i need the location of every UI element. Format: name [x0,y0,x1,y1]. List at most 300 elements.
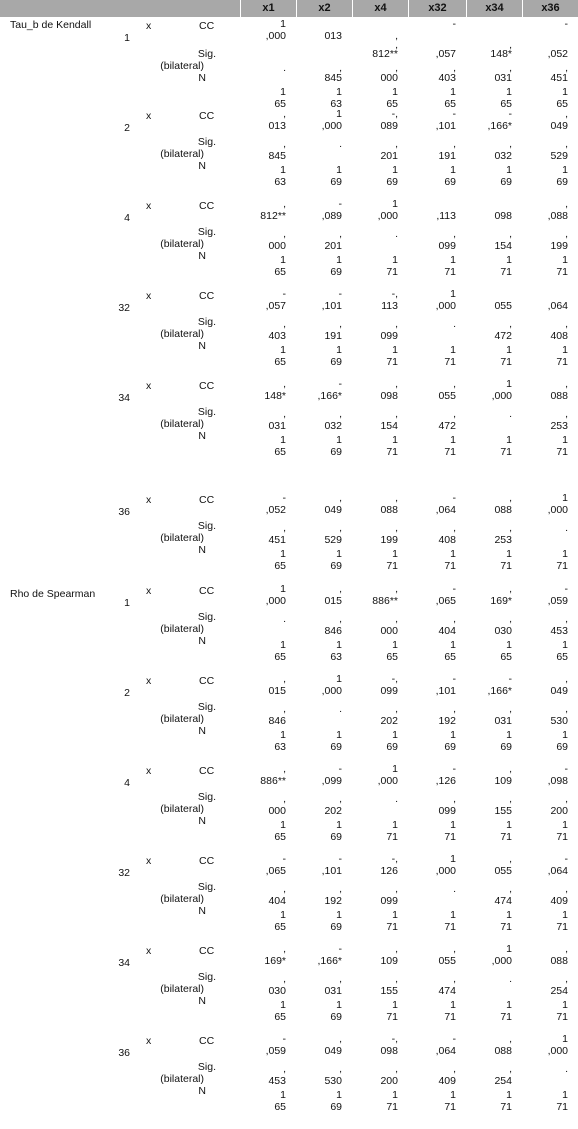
table-cell: , [339,793,342,805]
table-cell: 71 [500,266,512,278]
table-cell: 69 [330,560,342,572]
table-cell: 529 [324,534,342,546]
table-cell: , [453,62,456,74]
row-variable-label: 36 [118,1047,130,1059]
table-cell: 71 [556,831,568,843]
table-cell: , [565,703,568,715]
table-cell: 71 [500,560,512,572]
table-cell: 1 [336,108,342,120]
table-cell: , [395,30,398,42]
bilateral-label: (bilateral) [160,713,204,725]
table-cell: . [283,613,286,625]
table-cell: ,098 [547,775,568,787]
table-cell: 69 [444,741,456,753]
n-label: N [198,340,206,352]
table-cell: , [339,62,342,74]
table-cell: 099 [380,330,398,342]
table-cell: 1 [392,909,398,921]
table-cell: ,101 [435,685,456,697]
table-cell: - [338,943,342,955]
table-cell: 031 [494,715,512,727]
cc-label: CC [199,494,215,506]
table-cell: - [564,18,568,30]
variable-x-label: x [146,1035,152,1047]
table-cell: 69 [330,176,342,188]
table-cell: 886** [372,595,398,607]
table-cell: - [282,1033,286,1045]
table-cell: 846 [268,715,286,727]
table-cell: 1 [280,729,286,741]
table-cell: , [339,228,342,240]
table-cell: 812** [372,48,398,60]
table-cell: , [283,228,286,240]
table-cell: 098 [494,210,512,222]
table-cell: 65 [556,98,568,110]
table-cell: , [509,883,512,895]
table-cell: 049 [550,685,568,697]
table-cell: 71 [444,1011,456,1023]
table-cell: 69 [330,446,342,458]
table-cell: 71 [500,1101,512,1113]
table-cell: ,000 [377,775,398,787]
table-cell: 71 [556,356,568,368]
table-cell: , [453,522,456,534]
table-cell: , [283,883,286,895]
table-cell: , [395,408,398,420]
cc-label: CC [199,1035,215,1047]
table-cell: 69 [330,831,342,843]
table-cell: - [282,853,286,865]
table-cell: 099 [438,805,456,817]
table-cell: 71 [444,921,456,933]
table-cell: , [339,492,342,504]
table-cell: , [395,492,398,504]
table-cell: 65 [444,651,456,663]
table-cell: 71 [556,1101,568,1113]
table-cell: - [452,492,456,504]
cc-label: CC [199,585,215,597]
table-cell: 1 [280,18,286,30]
table-cell: 453 [550,625,568,637]
table-cell: 201 [380,150,398,162]
table-cell: , [395,378,398,390]
table-cell: 191 [438,150,456,162]
table-cell: . [565,1063,568,1075]
table-cell: 254 [494,1075,512,1087]
bilateral-label: (bilateral) [160,238,204,250]
table-cell: ,101 [321,300,342,312]
table-cell: -, [391,673,398,685]
table-cell: 1 [280,254,286,266]
table-cell: 1 [506,999,512,1011]
table-cell: 71 [556,446,568,458]
table-cell: 1 [280,164,286,176]
table-cell: 155 [380,985,398,997]
row-variable-label: 32 [118,302,130,314]
cc-label: CC [199,110,215,122]
bilateral-label: (bilateral) [160,1073,204,1085]
table-cell: 69 [500,741,512,753]
cc-label: CC [199,945,215,957]
table-cell: 71 [500,921,512,933]
table-cell: , [283,522,286,534]
table-cell: , [395,703,398,715]
column-header: x2 [296,0,352,17]
table-cell: , [395,973,398,985]
variable-x-label: x [146,855,152,867]
table-cell: 192 [324,895,342,907]
table-cell: ,000 [321,120,342,132]
table-cell: 1 [450,164,456,176]
table-cell: - [564,763,568,775]
table-cell: . [395,228,398,240]
table-cell: 65 [274,831,286,843]
table-cell: 154 [494,240,512,252]
table-cell: 1 [450,434,456,446]
table-cell: - [452,108,456,120]
row-variable-label: 32 [118,867,130,879]
table-cell: 65 [556,651,568,663]
table-cell: 1 [280,819,286,831]
table-cell: 1 [562,548,568,560]
table-cell: - [338,763,342,775]
table-cell: ,089 [321,210,342,222]
table-cell: , [395,943,398,955]
sig-label: Sig. [197,791,216,803]
table-cell: ,000 [435,865,456,877]
row-variable-label: 2 [124,687,130,699]
table-cell: 1 [392,434,398,446]
table-cell: , [453,613,456,625]
variable-x-label: x [146,675,152,687]
table-cell: ,057 [435,48,456,60]
table-cell: 69 [330,1011,342,1023]
table-cell: 65 [386,651,398,663]
table-cell: 71 [386,560,398,572]
table-cell: , [339,973,342,985]
table-cell: 474 [494,895,512,907]
table-cell: 1 [336,999,342,1011]
table-cell: - [452,673,456,685]
table-cell: 031 [324,985,342,997]
table-cell: -, [391,108,398,120]
table-cell: , [339,522,342,534]
variable-x-label: x [146,494,152,506]
table-cell: , [565,408,568,420]
table-cell: 253 [494,534,512,546]
table-cell: ,000 [491,955,512,967]
bilateral-label: (bilateral) [160,328,204,340]
table-cell: 030 [494,625,512,637]
row-variable-label: 2 [124,122,130,134]
table-cell: 1 [506,378,512,390]
row-variable-label: 4 [124,212,130,224]
bilateral-label: (bilateral) [160,60,204,72]
n-label: N [198,430,206,442]
cc-label: CC [199,380,215,392]
table-cell: - [282,492,286,504]
table-cell: 1 [506,639,512,651]
table-cell: , [395,62,398,74]
table-cell: ,000 [547,504,568,516]
table-cell: 71 [500,831,512,843]
table-cell: 000 [380,72,398,84]
table-cell: 088 [494,504,512,516]
table-cell: 000 [268,240,286,252]
table-cell: 000 [380,625,398,637]
table-cell: 451 [550,72,568,84]
table-cell: , [283,973,286,985]
table-cell: 1 [280,548,286,560]
table-cell: 69 [330,356,342,368]
table-cell: 1 [336,729,342,741]
n-label: N [198,250,206,262]
table-cell: 013 [324,30,342,42]
table-cell: , [453,943,456,955]
table-cell: . [509,408,512,420]
table-cell: 098 [380,390,398,402]
row-variable-label: 1 [124,32,130,44]
table-cell: 63 [330,98,342,110]
table-cell: 1 [506,819,512,831]
table-cell: 1 [280,344,286,356]
table-cell: 1 [506,943,512,955]
table-cell: , [283,793,286,805]
variable-x-label: x [146,20,152,32]
table-cell: 1 [336,639,342,651]
table-cell: . [565,522,568,534]
table-cell: 71 [444,560,456,572]
table-cell: ,099 [321,775,342,787]
table-cell: 148* [264,390,286,402]
table-cell: 1 [562,819,568,831]
table-cell: 71 [386,1101,398,1113]
cc-label: CC [199,200,215,212]
table-cell: 529 [550,150,568,162]
table-cell: 1 [392,763,398,775]
table-cell: , [453,408,456,420]
table-cell: - [338,198,342,210]
table-cell: 71 [500,446,512,458]
table-cell: 088 [550,955,568,967]
table-cell: , [283,943,286,955]
table-cell: 65 [444,98,456,110]
cc-label: CC [199,675,215,687]
table-cell: - [282,288,286,300]
table-cell: ,000 [377,210,398,222]
table-cell: , [395,39,398,51]
table-cell: , [509,763,512,775]
table-cell: 1 [562,999,568,1011]
table-cell: , [339,1063,342,1075]
table-cell: 200 [550,805,568,817]
variable-x-label: x [146,945,152,957]
table-cell: , [339,583,342,595]
table-cell: 155 [494,805,512,817]
table-cell: 1 [506,729,512,741]
table-cell: 1 [562,254,568,266]
table-cell: 049 [550,120,568,132]
table-cell: 148* [490,48,512,60]
table-cell: 69 [386,176,398,188]
table-cell: - [452,583,456,595]
cc-label: CC [199,290,215,302]
table-cell: 1 [562,86,568,98]
table-cell: , [509,703,512,715]
table-cell: 453 [268,1075,286,1087]
table-cell: , [395,583,398,595]
table-cell: . [453,883,456,895]
bilateral-label: (bilateral) [160,623,204,635]
variable-x-label: x [146,765,152,777]
row-variable-label: 36 [118,506,130,518]
table-cell: , [509,318,512,330]
table-cell: 1 [336,1089,342,1101]
table-cell: 113 [381,300,398,312]
table-cell: 1 [562,729,568,741]
sig-label: Sig. [197,520,216,532]
table-cell: , [509,1063,512,1075]
sig-label: Sig. [197,1061,216,1073]
table-cell: , [565,228,568,240]
table-cell: . [339,138,342,150]
table-cell: 1 [450,819,456,831]
table-cell: 254 [550,985,568,997]
table-cell: 1 [336,164,342,176]
column-header: x1 [240,0,296,17]
table-cell: 1 [562,344,568,356]
table-cell: 098 [380,1045,398,1057]
table-cell: , [283,198,286,210]
table-cell: , [339,1033,342,1045]
bilateral-label: (bilateral) [160,418,204,430]
table-cell: 1 [506,254,512,266]
table-cell: 169* [490,595,512,607]
table-cell: 71 [444,831,456,843]
table-cell: 099 [438,240,456,252]
table-cell: 1 [392,164,398,176]
table-cell: 015 [268,685,286,697]
sig-label: Sig. [197,971,216,983]
column-header: x36 [522,0,578,17]
table-cell: 65 [500,651,512,663]
table-cell: 409 [438,1075,456,1087]
n-label: N [198,544,206,556]
table-cell: 1 [392,344,398,356]
table-cell: 1 [450,254,456,266]
table-cell: , [565,138,568,150]
table-cell: ,088 [547,210,568,222]
table-cell: 1 [392,1089,398,1101]
table-cell: 63 [330,651,342,663]
table-cell: 403 [438,72,456,84]
table-cell: 1 [506,548,512,560]
table-cell: 71 [556,1011,568,1023]
table-cell: 65 [274,1101,286,1113]
table-cell: 1 [506,164,512,176]
table-cell: 1 [392,729,398,741]
table-cell: 1 [450,999,456,1011]
table-cell: 1 [506,434,512,446]
table-cell: 1 [336,434,342,446]
table-cell: 71 [386,1011,398,1023]
table-cell: 169* [264,955,286,967]
table-cell: 099 [380,685,398,697]
table-cell: 1 [562,434,568,446]
table-cell: 1 [336,344,342,356]
table-cell: 109 [494,775,512,787]
table-cell: , [339,883,342,895]
table-cell: 030 [268,985,286,997]
table-cell: ,000 [435,300,456,312]
sig-label: Sig. [197,48,216,60]
table-cell: , [339,408,342,420]
table-cell: 71 [386,356,398,368]
table-cell: 199 [380,534,398,546]
table-cell: 65 [274,446,286,458]
table-cell: , [565,108,568,120]
variable-x-label: x [146,585,152,597]
table-cell: 530 [550,715,568,727]
table-cell: 845 [268,150,286,162]
table-cell: 846 [324,625,342,637]
table-cell: 65 [274,921,286,933]
table-cell: 71 [500,356,512,368]
table-cell: 1 [336,86,342,98]
table-cell: 1 [562,639,568,651]
table-cell: 032 [494,150,512,162]
table-cell: 1 [392,198,398,210]
column-header: x32 [408,0,466,17]
table-cell: ,059 [547,595,568,607]
table-cell: 1 [450,853,456,865]
table-cell: 474 [438,985,456,997]
table-cell: , [283,1063,286,1075]
table-cell: 71 [556,560,568,572]
column-header: x34 [466,0,522,17]
table-cell: 1 [506,86,512,98]
table-cell: 1 [280,999,286,1011]
table-cell: , [509,793,512,805]
table-cell: -, [391,853,398,865]
table-cell: , [283,703,286,715]
n-label: N [198,635,206,647]
table-cell: 088 [494,1045,512,1057]
table-cell: 1 [392,548,398,560]
cc-label: CC [199,855,215,867]
n-label: N [198,1085,206,1097]
table-cell: 1 [280,86,286,98]
table-cell: 71 [444,356,456,368]
table-cell: , [509,62,512,74]
table-cell: ,126 [435,775,456,787]
table-cell: 65 [274,560,286,572]
table-cell: , [509,522,512,534]
table-cell: , [453,793,456,805]
table-cell: 032 [324,420,342,432]
variable-x-label: x [146,290,152,302]
table-cell: 71 [386,831,398,843]
table-cell: 69 [444,176,456,188]
n-label: N [198,905,206,917]
table-cell: 1 [562,492,568,504]
table-cell: 404 [268,895,286,907]
table-cell: 65 [274,651,286,663]
table-cell: 69 [556,176,568,188]
table-cell: 199 [550,240,568,252]
table-cell: , [453,703,456,715]
table-cell: 201 [324,240,342,252]
